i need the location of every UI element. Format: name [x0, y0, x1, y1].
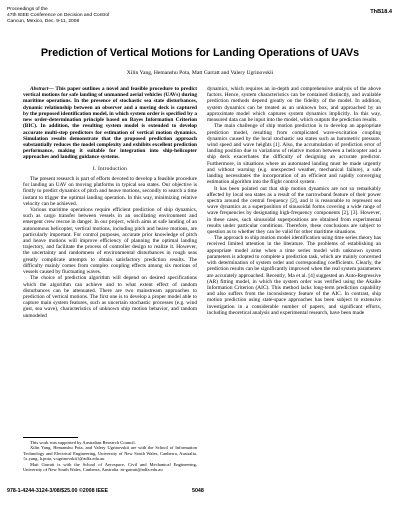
body-paragraph: It has been pointed out that ship motion dynamics are not so remarkably affected by local sea states as a result of the narrowband feature of their power spectra around the central frequency [2], and it is reasonable to represent sea wave dynamics as a superposition of sinusoidal forms covering a wide range of wave frequencies by designating high-frequency components [2], [3]. However, in these cases, such sinusoidal superpositions are obtained from experimental results under particular conditions. Therefore, these conclusions are subject to question as to whether they can be valid for other maritime situations.: [207, 185, 381, 236]
abstract: [23, 86, 197, 161]
body-paragraph: Various maritime operations require efficient prediction of ship dynamics, such as cargo transfer between vessels in an oscillating environment and emergent crew rescue in danger. In our project, which aims at safe landing of an autonomous helicopter, vertical motions, including pitch and heave motions, are particularly important. For control purposes, accurate prior knowledge of pitch and heave motions will improve efficiency of planning the optimal landing trajectory, and facilitate the process of controller design to realize it. However, the uncertainty and randomness of environmental disturbances in rough seas greatly complicate attempts to obtain satisfactory prediction results. The difficulty mainly comes from complex coupling effects among six motions of vessels caused by fluctuating waves.: [23, 206, 197, 276]
right-column: [207, 86, 381, 316]
section-heading: I. Introduction: [92, 165, 128, 172]
footnotes: [23, 440, 197, 472]
footnote: Xilin Yang, Hemanshu Pota, and Valery Ugrinovskii are with the School of Information Technology and Electrical Engineering, University of New South Wales, Canberra, Australia. {x.yang, h.pota, v.ugrinovskii}@adfa.edu.au: [23, 445, 197, 462]
body-paragraph: The present research is part of efforts devoted to develop a feasible procedure for landing an UAV on moving platforms in typical sea states. Our objective is firstly to predict dynamics of pitch and heave motions, secondly to search a time instant to trigger the optimal landing operation. In this way, minimizing relative velocity can be achieved.: [23, 175, 197, 207]
isbn-line: 978-1-4244-3124-3/08/$25.00 ©2008 IEEE: [7, 488, 109, 494]
proceedings-line: Cancun, Mexico, Dec. 9-11, 2008: [7, 19, 80, 25]
body-paragraph: The choice of prediction algorithm will depend on desired specifications which the algorithm can achieve and to what extent effect of random disturbances can be attenuated. There are two mainstream approaches to prediction of vertical motions. The first one is to develop a proper model able to capture main system features, such as uncertain stochastic processes (e.g. wind gust, sea wave), characteristics of unknown ship motion behavior, and random unmodeled: [23, 275, 197, 319]
proceedings-line: Proceedings of the: [7, 7, 48, 12]
abstract-text: — This paper outlines a novel and feasible procedure to predict vertical motions for safe landing of unmanned aerial vehicles (UAVs) during maritime operations. In the presence of stochastic sea state disturbances, dynamic relationship between an observer and a moving deck is captured by the proposed identification model, in which system order is specified by a new order-determination principle based on Bayes Information Criterion (BIC). In addition, the resulting system model is extended to develop accurate multi-step predictors for estimation of vertical motion dynamics. Simulation results demonstrate that the proposed prediction approach substantially reduces the model complexity and exhibits excellent prediction performance, making it suitable for integration into ship-helicopter approaches and landing guidance systems.: [23, 86, 197, 161]
abstract-label: Abstract: [30, 86, 49, 92]
left-column: [23, 86, 197, 319]
session-tag: ThB18.4: [370, 9, 392, 15]
page-number: 5048: [192, 488, 204, 494]
proceedings-info: [7, 7, 177, 26]
footnote: Matt Garratt is with the School of Aerospace, Civil and Mechanical Engineering, University of New South Wales, Canberra, Australia. m-garratt@adfa.edu.au: [23, 461, 197, 473]
paper-authors: Xilin Yang, Hemanshu Pota, Matt Garratt and Valery Ugrinovskii: [126, 70, 274, 76]
body-paragraph: dynamics, which requires an in-depth and comprehensive analysis of the above factors. Hence, system characteristics can be contained distinctly, and available prediction methods depend greatly on the fidelity of the model. In addition, system dynamics can be treated as an unknown box, and approached by an approximate model which captures system dynamics implicitly. In this way, measured data can be input into the model, which outputs the prediction results.: [207, 86, 381, 124]
footnote: This work was supported by Australian Research Council.: [30, 440, 136, 445]
paper-title: Prediction of Vertical Motions for Landing Operations of UAVs: [40, 47, 360, 59]
body-paragraph: The approach to ship motion model identification using time series theory has received limited attention in the literature. The problems of establishing an appropriate model arise when a time series model with unknown system parameters is adopted to complete a prediction task, which are mainly concerned with determination of system order and corresponding coefficients. Clearly, the prediction results can be significantly improved when the real system parameters are accurately approached. Recently, Ma et al. [4] suggested an Auto-Regressive (AR) fitting model, in which the system order was verified using the Akaike Information Criterion (AIC). This method lacks long-term prediction capability and also suffers from the inconsistency feature of the AIC. In contrast, ship motion prediction using state-space approaches has been subject to extensive investigation in a considerable number of papers, and significant efforts, including theoretical analysis and experimental research, have been made: [207, 235, 381, 316]
footnote-rule: [23, 437, 78, 438]
proceedings-line: 47th IEEE Conference on Decision and Control: [7, 13, 110, 19]
body-paragraph: The main challenge of ship motion prediction is to develop an appropriate prediction model, resulting from complicated wave-excitation coupling dynamics caused by the local stochastic sea states such as barometric pressure, wind speed and wave heights [1]. Also, the accumulation of prediction error of landing position due to variations of relative motion between a helicopter and a ship deck exacerbates the difficulty of designing an accurate predictor. Furthermore, in situations where an automated landing must be made urgently and without warning (e.g. unexpected weather, mechanical failure), a safe landing necessitates the incorporation of an efficient and rapidly converging estimation algorithm into the flight control system.: [207, 123, 381, 186]
